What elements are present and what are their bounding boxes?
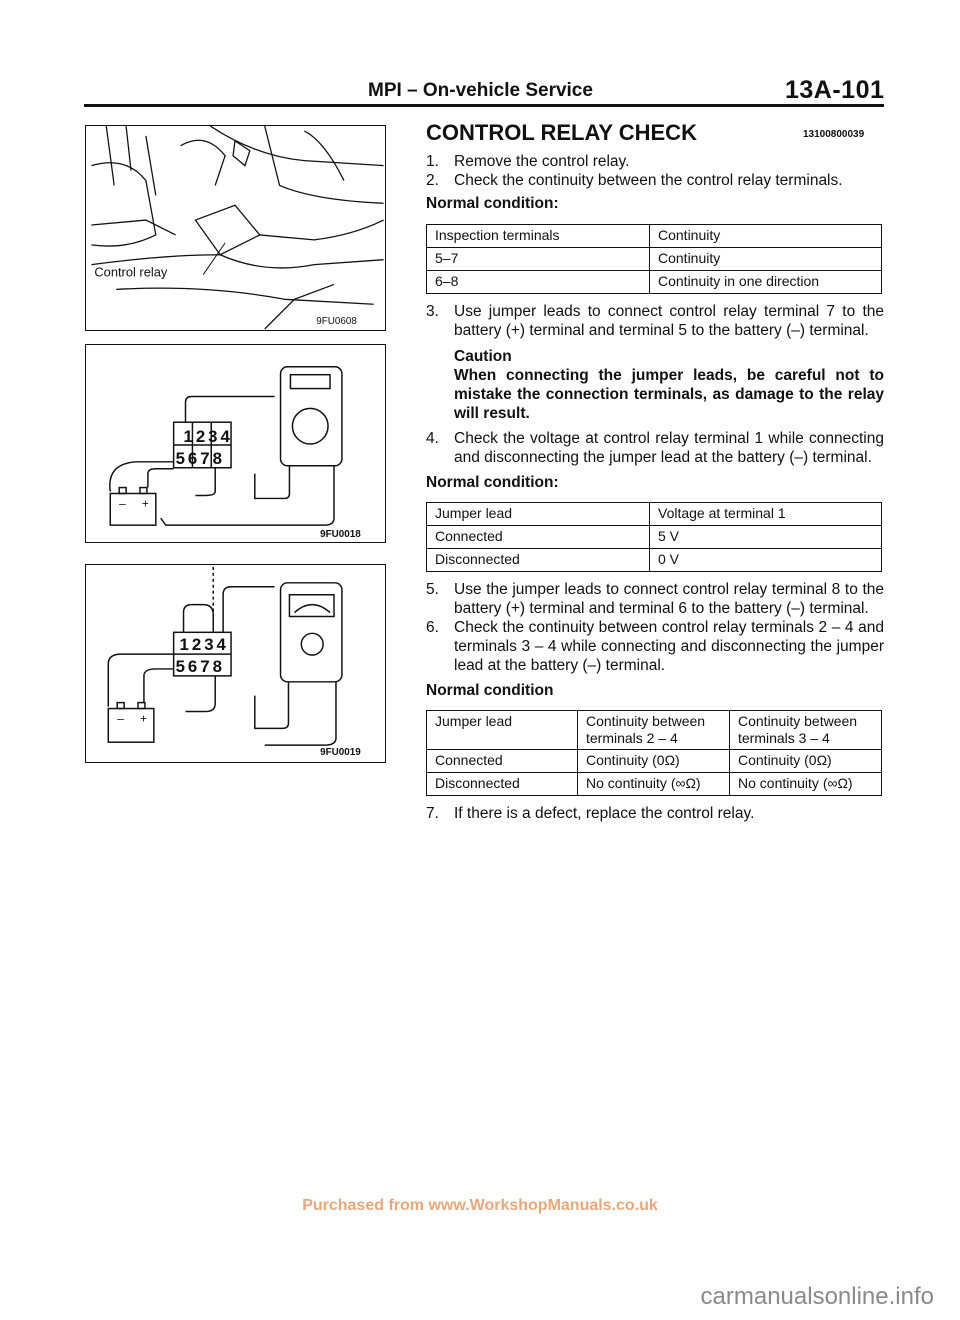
- table-row: 6–8 Continuity in one direction: [427, 271, 882, 294]
- table-row: Disconnected 0 V: [427, 549, 882, 572]
- caution-title: Caution: [454, 348, 512, 365]
- battery-plus-label: +: [141, 496, 149, 511]
- table-row: Jumper lead Continuity between terminals 2 – 4 Continuity between terminals 3 – 4: [427, 711, 882, 750]
- step-item: 2. Check the continuity between the control relay terminals.: [426, 172, 843, 189]
- section-title: CONTROL RELAY CHECK: [426, 120, 697, 145]
- table-row: Connected Continuity (0Ω) Continuity (0Ω): [427, 750, 882, 773]
- step-item: 3. Use jumper leads to connect control relay terminal 7 to the battery (+) terminal and terminal 5 to the battery (–) terminal.: [426, 303, 884, 339]
- relay-location-figure: [85, 125, 386, 331]
- caution-text: When connecting the jumper leads, be careful not to mistake the connection terminals, as damage to the relay will result.: [454, 367, 884, 422]
- step-7: [426, 804, 884, 823]
- step-4: [426, 429, 884, 467]
- figure-code: 9FU0018: [320, 529, 361, 541]
- jumper-continuity-table: [426, 710, 882, 796]
- continuity-test-illustration: [86, 345, 385, 542]
- header-title: MPI – On-vehicle Service: [368, 80, 593, 101]
- steps-5-6: [426, 580, 884, 675]
- normal-condition-heading: Normal condition:: [426, 195, 559, 212]
- step-item: 5. Use the jumper leads to connect control relay terminal 8 to the battery (+) terminal and terminal 6 to the battery (–) terminal.: [426, 581, 884, 617]
- control-relay-label: Control relay: [94, 264, 168, 280]
- normal-condition-heading: Normal condition:: [426, 474, 559, 491]
- step-item: 6. Check the continuity between control relay terminals 2 – 4 and terminals 3 – 4 while connecting and disconnecting the jumper lead at the battery (–) terminal.: [426, 619, 884, 674]
- battery-minus-label: –: [119, 496, 126, 511]
- step-item: 1. Remove the control relay.: [426, 153, 630, 170]
- step-item: 7. If there is a defect, replace the control relay.: [426, 805, 755, 822]
- table-row: Disconnected No continuity (∞Ω) No continuity (∞Ω): [427, 773, 882, 796]
- table-row: 5–7 Continuity: [427, 248, 882, 271]
- table-row: Inspection terminals Continuity: [427, 225, 882, 248]
- relay-terminals-bottom: 5678: [175, 656, 225, 676]
- battery-plus-label: +: [139, 711, 147, 726]
- step-item: 4. Check the voltage at control relay terminal 1 while connecting and disconnecting the jumper lead at the battery (–) terminal.: [426, 430, 884, 466]
- procedure-column: [426, 152, 884, 823]
- relay-terminals-top: 1234: [183, 427, 233, 447]
- header-divider: [84, 104, 884, 107]
- jumper-test-illustration: [86, 565, 385, 762]
- continuity-table: [426, 224, 882, 294]
- table-row: Connected 5 V: [427, 526, 882, 549]
- figure-code: 9FU0608: [316, 316, 357, 328]
- relay-location-illustration: [86, 126, 385, 330]
- step-3: [426, 302, 884, 340]
- battery-minus-label: –: [117, 711, 124, 726]
- page-code: 13A-101: [785, 76, 885, 104]
- continuity-test-figure: [85, 344, 386, 543]
- watermark: carmanualsonline.info: [700, 1283, 934, 1310]
- section-code: 13100800039: [803, 129, 865, 140]
- normal-condition-heading: Normal condition: [426, 682, 554, 699]
- purchase-footer: Purchased from www.WorkshopManuals.co.uk: [302, 1197, 658, 1214]
- jumper-test-figure: [85, 564, 386, 763]
- table-row: Jumper lead Voltage at terminal 1: [427, 503, 882, 526]
- figure-code: 9FU0019: [320, 747, 361, 759]
- relay-terminals-bottom: 5678: [175, 448, 225, 468]
- relay-terminals-top: 1234: [179, 635, 229, 655]
- steps-1-2: [426, 152, 884, 190]
- voltage-table: [426, 502, 882, 572]
